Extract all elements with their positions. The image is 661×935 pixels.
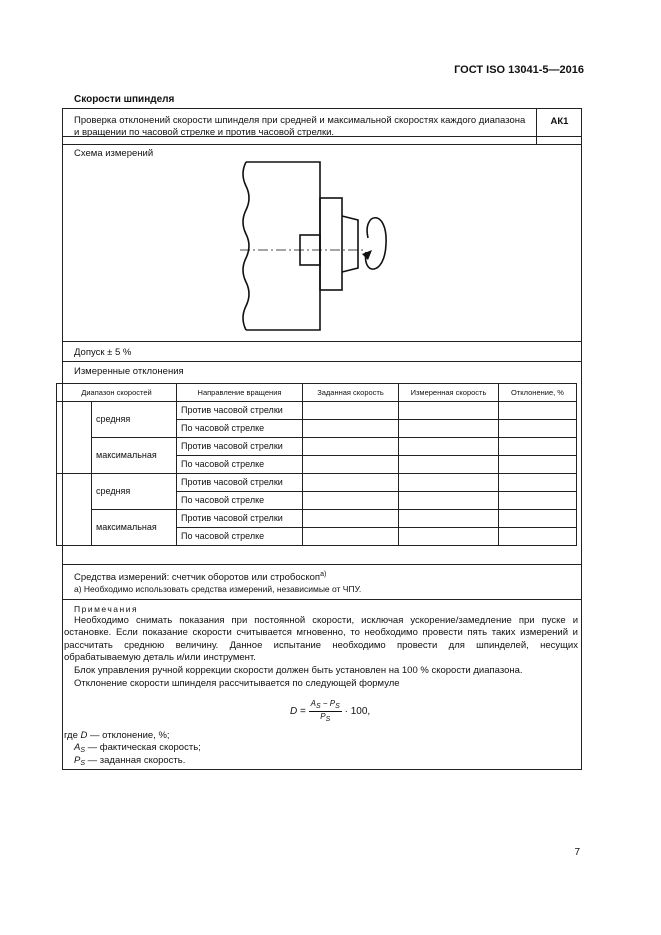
formula-var-a: A: [310, 699, 316, 708]
formula-var-p: P: [329, 699, 336, 708]
speed-cell: средняя: [92, 402, 177, 438]
page-number: 7: [574, 847, 580, 858]
direction-cell: По часовой стрелке: [177, 528, 303, 546]
value-cell: [303, 492, 399, 510]
rotation-arrow-icon: [366, 218, 387, 269]
legend-text: — заданная скорость.: [87, 755, 186, 767]
divider-line: [62, 361, 582, 362]
note-text: Отклонение скорости шпинделя рассчитывается по следующей формуле: [74, 678, 400, 689]
legend-line: [64, 742, 201, 755]
value-cell: [499, 456, 577, 474]
header-speed-range: Диапазон скоростей: [57, 384, 177, 402]
header-set-speed: Заданная скорость: [303, 384, 399, 402]
table-row: [57, 402, 577, 420]
divider-line: [62, 144, 582, 145]
value-cell: [499, 492, 577, 510]
value-cell: [303, 528, 399, 546]
value-cell: [499, 420, 577, 438]
scheme-label: Схема измерений: [74, 148, 154, 159]
value-cell: [399, 456, 499, 474]
deviation-formula: [290, 699, 370, 724]
formula-minus: −: [322, 699, 328, 708]
table-row: [57, 510, 577, 528]
legend-line: [64, 730, 201, 742]
range-cell: [57, 474, 92, 546]
formula-equals: =: [300, 706, 306, 718]
value-cell: [303, 510, 399, 528]
notes-heading: Примечания: [74, 604, 139, 614]
direction-cell: Против часовой стрелки: [177, 438, 303, 456]
legend-line: [64, 755, 201, 768]
formula-sub: S: [325, 716, 331, 724]
formula-tail: · 100,: [344, 706, 371, 718]
machine-wall-break-line: [243, 162, 249, 330]
value-cell: [499, 510, 577, 528]
note-paragraph: [64, 678, 578, 690]
formula-sub: S: [335, 703, 340, 710]
header-measured-speed: Измеренная скорость: [399, 384, 499, 402]
formula-legend: [64, 730, 201, 769]
legend-prefix: где: [64, 730, 78, 741]
speed-cell: максимальная: [92, 438, 177, 474]
value-cell: [399, 492, 499, 510]
spindle-nose: [342, 216, 358, 272]
formula-lhs: D: [290, 706, 298, 718]
direction-cell: Против часовой стрелки: [177, 402, 303, 420]
formula-fraction: [309, 699, 342, 724]
measurement-diagram: [236, 158, 396, 338]
value-cell: [303, 456, 399, 474]
value-cell: [303, 474, 399, 492]
note-text: Необходимо снимать показания при постоянной скорости, исключая ускорение/замедление при пуске и остановке. Если показание скорости считывается мгновенно, то необходимо провести пять таких измерений и рассчитать среднюю величину. Данное испытание необходимо провести для шпинделей, несущих обрабатываемую деталь и/или инструмент.: [64, 615, 578, 664]
note-paragraph: [64, 665, 578, 677]
arrowhead-icon: [362, 250, 372, 260]
direction-cell: Против часовой стрелки: [177, 474, 303, 492]
value-cell: [499, 528, 577, 546]
formula-sub: S: [315, 703, 321, 710]
range-cell: [57, 402, 92, 474]
value-cell: [499, 438, 577, 456]
formula-denominator: [309, 712, 342, 724]
results-table: [56, 383, 577, 546]
formula-var-p: P: [320, 712, 326, 722]
instruments-footnote: а) Необходимо использовать средства измерений, независимые от ЧПУ.: [74, 584, 362, 594]
speed-cell: средняя: [92, 474, 177, 510]
value-cell: [303, 402, 399, 420]
direction-cell: По часовой стрелке: [177, 420, 303, 438]
value-cell: [399, 438, 499, 456]
instruments-text: Средства измерений: счетчик оборотов или стробоскоп: [74, 572, 321, 584]
divider-line: [62, 341, 582, 342]
direction-cell: По часовой стрелке: [177, 456, 303, 474]
table-row: [57, 438, 577, 456]
legend-text: — отклонение, %;: [90, 730, 170, 741]
divider-line: [62, 564, 582, 565]
measuring-instruments: [74, 570, 326, 585]
legend-var: D: [80, 730, 88, 741]
legend-var: P: [74, 755, 81, 767]
header-direction: Направление вращения: [177, 384, 303, 402]
legend-text: — фактическая скорость;: [87, 742, 201, 754]
spindle-flange: [320, 198, 342, 290]
divider-line: [62, 599, 582, 600]
footnote-mark: а): [320, 571, 327, 578]
document-number: ГОСТ ISO 13041-5—2016: [454, 64, 584, 76]
machine-wall-outline: [246, 162, 320, 330]
value-cell: [399, 474, 499, 492]
table-row: [57, 474, 577, 492]
value-cell: [303, 420, 399, 438]
direction-cell: Против часовой стрелки: [177, 510, 303, 528]
value-cell: [399, 510, 499, 528]
header-deviation: Отклонение, %: [499, 384, 577, 402]
legend-var: A: [74, 742, 81, 754]
note-text: Блок управления ручной коррекции скорости должен быть установлен на 100 % скорости диапазона.: [74, 665, 523, 676]
direction-cell: По часовой стрелке: [177, 492, 303, 510]
value-cell: [399, 402, 499, 420]
legend-sub: S: [80, 760, 86, 768]
section-title: Скорости шпинделя: [74, 94, 175, 105]
value-cell: [303, 438, 399, 456]
value-cell: [499, 402, 577, 420]
tolerance: Допуск ± 5 %: [74, 347, 132, 358]
value-cell: [499, 474, 577, 492]
formula-numerator: [309, 699, 342, 712]
legend-sub: S: [80, 747, 86, 755]
value-cell: [399, 528, 499, 546]
speed-cell: максимальная: [92, 510, 177, 546]
table-header-row: [57, 384, 577, 402]
test-purpose: Проверка отклонений скорости шпинделя при средней и максимальной скоростях каждого диапазона и вращении по часовой стрелке и против часовой стрелки.: [74, 115, 526, 139]
note-paragraph: [64, 615, 578, 664]
measured-deviations-label: Измеренные отклонения: [74, 366, 184, 377]
test-code: АК1: [550, 116, 569, 127]
value-cell: [399, 420, 499, 438]
